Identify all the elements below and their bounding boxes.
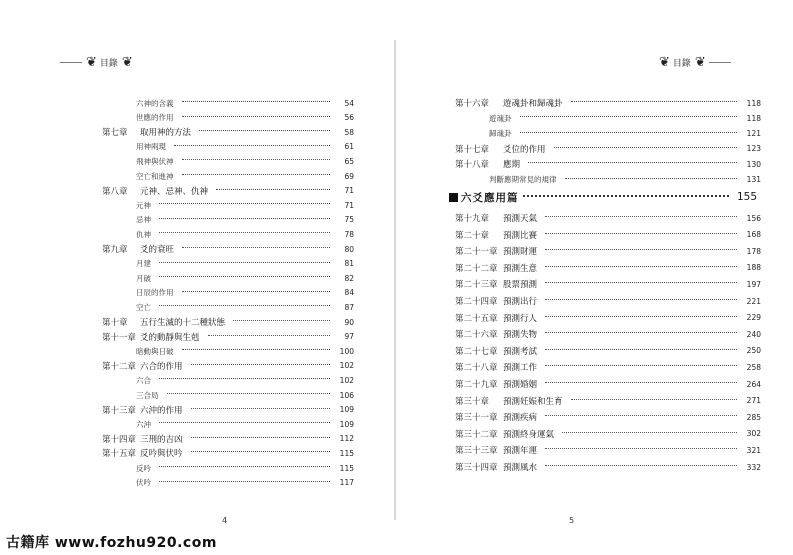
entry-title: 三刑的吉凶	[140, 434, 183, 445]
leader-dots	[520, 116, 738, 117]
left-page-number: 4	[222, 516, 228, 525]
leader-dots	[191, 364, 330, 365]
toc-entry	[102, 213, 354, 227]
chapter-number: 第二十八章	[455, 363, 498, 374]
chapter-number: 第二十二章	[455, 263, 498, 274]
toc-entry	[455, 394, 761, 408]
chapter-number: 第十四章	[102, 434, 137, 445]
toc-entry	[102, 476, 354, 490]
chapter-number: 第八章	[102, 186, 128, 197]
leader-dots	[159, 232, 330, 233]
entry-title: 六沖	[136, 419, 151, 429]
entry-title: 爻的衰旺	[140, 245, 175, 255]
leader-dots	[182, 159, 331, 160]
page-number: 321	[746, 445, 761, 455]
page-number: 102	[339, 361, 354, 371]
leader-dots	[545, 316, 737, 317]
leader-dots	[545, 448, 737, 449]
entry-title: 六合的作用	[140, 361, 183, 372]
leader-dots	[182, 291, 331, 292]
entry-title: 預測財運	[503, 247, 538, 258]
page-number: 65	[344, 156, 354, 166]
page-number: 115	[339, 448, 354, 458]
page-number: 90	[344, 317, 354, 327]
page-number: 102	[339, 375, 354, 385]
page-number: 97	[344, 332, 354, 342]
leader-dots	[528, 162, 737, 163]
page-number: 109	[339, 405, 354, 415]
entry-title: 用神兩現	[136, 142, 166, 152]
leader-dots	[159, 218, 330, 219]
entry-title: 遊魂卦和歸魂卦	[503, 99, 563, 109]
page-number: 250	[746, 346, 761, 356]
leader-dots	[191, 437, 330, 438]
leader-dots	[571, 399, 737, 400]
toc-entry	[455, 344, 761, 358]
page-number: 197	[746, 279, 761, 289]
page-number: 56	[344, 113, 354, 123]
toc-entry	[102, 417, 354, 431]
page-number: 123	[746, 144, 761, 154]
page-number: 58	[344, 127, 354, 137]
left-header-title: 目錄	[99, 59, 118, 69]
page-number: 117	[339, 478, 354, 488]
entry-title: 反吟與伏吟	[140, 449, 183, 460]
page-number: 109	[339, 419, 354, 429]
entry-title: 預測失物	[503, 330, 538, 341]
toc-entry	[102, 96, 354, 110]
leader-dots	[216, 189, 330, 190]
toc-entry	[102, 461, 354, 475]
toc-entry	[455, 277, 761, 291]
chapter-number: 第十五章	[102, 449, 137, 460]
section-heading	[449, 189, 757, 205]
chapter-number: 第二十一章	[455, 247, 498, 258]
page-number: 78	[344, 229, 354, 239]
right-page-number: 5	[569, 516, 575, 525]
leader-dots	[520, 132, 738, 133]
entry-title: 預測妊娠和生育	[503, 396, 563, 407]
entry-title: 飛神與伏神	[136, 156, 174, 166]
page-number: 54	[344, 98, 354, 108]
page-number: 118	[746, 98, 761, 108]
chapter-number: 第十九章	[455, 214, 490, 224]
leader-dots	[523, 195, 729, 197]
chapter-number: 第二十九章	[455, 380, 498, 390]
scroll-ornament-icon: ❦	[659, 55, 669, 70]
entry-title: 仇神	[136, 229, 151, 239]
leader-dots	[545, 382, 737, 383]
toc-entry	[102, 271, 354, 285]
chapter-number: 第二十四章	[455, 297, 498, 307]
toc-entry	[102, 432, 354, 446]
leader-dots	[182, 247, 330, 248]
chapter-number: 第十三章	[102, 405, 137, 416]
chapter-number: 第三十章	[455, 396, 490, 407]
toc-entry	[102, 242, 354, 256]
page-number: 87	[344, 302, 354, 312]
leader-dots	[159, 305, 330, 306]
entry-title: 預測出行	[503, 297, 538, 307]
entry-title: 判斷應期常見的規律	[489, 175, 557, 184]
page-number: 81	[344, 259, 354, 269]
toc-entry	[455, 460, 761, 474]
toc-entry	[455, 294, 761, 308]
chapter-number: 第三十三章	[455, 446, 498, 457]
black-square-icon	[449, 193, 458, 202]
toc-entry	[102, 227, 354, 241]
toc-entry	[455, 427, 761, 441]
page-number: 332	[746, 462, 761, 472]
toc-entry	[455, 311, 761, 325]
entry-title: 月建	[136, 259, 151, 269]
toc-entry	[102, 330, 354, 344]
leader-dots	[167, 393, 331, 394]
entry-title: 世應的作用	[136, 113, 174, 123]
leader-dots	[159, 378, 330, 379]
page-number: 71	[344, 186, 354, 196]
page-number: 131	[746, 175, 761, 184]
entry-title: 六沖的作用	[140, 405, 183, 416]
chapter-number: 第十七章	[455, 144, 490, 155]
toc-entry	[102, 344, 354, 358]
toc-entry	[455, 96, 761, 110]
scroll-ornament-icon: ❦	[121, 55, 132, 70]
toc-entry	[102, 184, 354, 198]
page-number: 130	[746, 159, 761, 169]
section-page: 155	[736, 191, 757, 203]
toc-entry	[455, 327, 761, 341]
entry-title: 空亡	[136, 302, 151, 312]
toc-entry	[102, 446, 354, 460]
leader-dots	[545, 332, 737, 333]
toc-entry	[102, 388, 354, 402]
toc-entry	[102, 373, 354, 387]
page-number: 264	[746, 379, 761, 389]
chapter-number: 第二十五章	[455, 313, 498, 324]
entry-title: 空亡和進神	[136, 171, 174, 181]
page-number: 302	[746, 429, 761, 439]
leader-dots	[545, 282, 737, 283]
entry-title: 預測疾病	[503, 413, 538, 424]
entry-title: 三合局	[136, 390, 159, 400]
toc-entry	[455, 142, 761, 156]
toc-entry	[102, 154, 354, 168]
leader-dots	[159, 422, 330, 423]
entry-title: 預測行人	[503, 313, 538, 324]
chapter-number: 第三十四章	[455, 463, 498, 473]
page-number: 112	[339, 434, 354, 444]
toc-entry	[455, 173, 761, 187]
left-page	[0, 0, 396, 555]
toc-entry	[455, 360, 761, 374]
chapter-number: 第三十一章	[455, 413, 498, 424]
toc-entry	[455, 244, 761, 258]
entry-title: 歸魂卦	[489, 129, 512, 139]
leader-dots	[208, 335, 330, 336]
scroll-ornament-icon: ❦	[86, 55, 96, 70]
page-number: 82	[344, 273, 354, 283]
entry-title: 應期	[503, 160, 521, 171]
entry-title: 元神、忌神、仇神	[140, 186, 209, 197]
toc-entry	[102, 169, 354, 183]
entry-title: 遊魂卦	[489, 113, 512, 123]
toc-entry	[102, 403, 354, 417]
entry-title: 預測考試	[503, 346, 538, 357]
page-number: 69	[344, 171, 354, 181]
toc-entry	[102, 257, 354, 271]
toc-entry	[455, 228, 761, 242]
page-number: 121	[746, 129, 761, 139]
toc-entry	[102, 359, 354, 373]
entry-title: 伏吟	[136, 478, 151, 488]
header-rule	[709, 62, 731, 63]
leader-dots	[571, 101, 737, 102]
chapter-number: 第二十章	[455, 230, 490, 241]
chapter-number: 第十八章	[455, 160, 490, 171]
leader-dots	[545, 233, 737, 234]
entry-title: 預測比賽	[503, 230, 538, 241]
page-number: 285	[746, 412, 761, 422]
chapter-number: 第二十七章	[455, 346, 498, 357]
entry-title: 預測終身運氣	[503, 429, 555, 440]
toc-entry	[455, 410, 761, 424]
leader-dots	[545, 249, 737, 250]
entry-title: 股票預測	[503, 280, 538, 291]
toc-entry	[102, 198, 354, 212]
section-title: 六爻應用篇	[461, 191, 519, 204]
chapter-number: 第七章	[102, 128, 128, 139]
leader-dots	[159, 203, 330, 204]
toc-entry	[102, 286, 354, 300]
right-header-title: 目錄	[672, 59, 691, 69]
page-number: 115	[339, 463, 354, 473]
toc-entry	[455, 443, 761, 457]
toc-entry	[455, 377, 761, 391]
leader-dots	[182, 174, 331, 175]
page-number: 118	[746, 113, 761, 123]
entry-title: 爻位的作用	[503, 144, 546, 155]
toc-entry	[455, 111, 761, 125]
leader-dots	[545, 415, 737, 416]
page-number: 156	[746, 213, 761, 223]
leader-dots	[159, 466, 330, 467]
chapter-number: 第十章	[102, 318, 128, 328]
leader-dots	[182, 349, 331, 350]
page-number: 271	[746, 396, 761, 406]
entry-title: 元神	[136, 200, 151, 210]
leader-dots	[191, 451, 330, 452]
entry-title: 月破	[136, 273, 151, 283]
entry-title: 忌神	[136, 215, 151, 225]
leader-dots	[159, 276, 330, 277]
leader-dots	[545, 299, 737, 300]
entry-title: 六神的含義	[136, 98, 174, 108]
chapter-number: 第九章	[102, 245, 128, 255]
entry-title: 預測生意	[503, 263, 538, 274]
leader-dots	[545, 349, 737, 350]
toc-entry	[455, 127, 761, 141]
right-header	[659, 55, 731, 70]
page-number: 106	[339, 390, 354, 400]
chapter-number: 第三十二章	[455, 429, 498, 440]
page-number: 178	[746, 246, 761, 256]
entry-title: 預測天氣	[503, 214, 538, 224]
leader-dots	[545, 365, 737, 366]
entry-title: 暗動與日破	[136, 346, 174, 356]
entry-title: 六合	[136, 375, 151, 385]
leader-dots	[191, 408, 330, 409]
leader-dots	[562, 432, 737, 433]
page-number: 229	[746, 313, 761, 323]
page-number: 100	[339, 346, 354, 356]
page-number: 61	[344, 142, 354, 152]
page-number: 71	[344, 200, 354, 210]
toc-entry	[102, 125, 354, 139]
entry-title: 五行生滅的十二種狀態	[140, 318, 226, 328]
entry-title: 預測風水	[503, 463, 538, 473]
page-number: 168	[746, 230, 761, 240]
chapter-number: 第十六章	[455, 99, 490, 109]
leader-dots	[545, 216, 737, 217]
page-number: 221	[746, 296, 761, 306]
entry-title: 取用神的方法	[140, 128, 192, 139]
toc-entry	[102, 140, 354, 154]
toc-entry	[102, 111, 354, 125]
leader-dots	[554, 147, 737, 148]
leader-dots	[199, 130, 330, 131]
right-page	[397, 0, 793, 555]
entry-title: 預測年運	[503, 446, 538, 457]
page-number: 80	[344, 244, 354, 254]
header-rule	[60, 62, 82, 63]
chapter-number: 第二十三章	[455, 280, 498, 291]
leader-dots	[233, 320, 330, 321]
page-number: 240	[746, 329, 761, 339]
toc-entry	[455, 157, 761, 171]
scroll-ornament-icon: ❦	[694, 55, 705, 70]
leader-dots	[182, 101, 331, 102]
leader-dots	[159, 481, 330, 482]
leader-dots	[159, 262, 330, 263]
page-number: 258	[746, 362, 761, 372]
leader-dots	[545, 465, 737, 466]
page-number: 188	[746, 263, 761, 273]
toc-entry	[455, 211, 761, 225]
entry-title: 預測工作	[503, 363, 538, 374]
entry-title: 日辰的作用	[136, 288, 174, 298]
leader-dots	[565, 178, 738, 179]
leader-dots	[174, 145, 330, 146]
watermark-footer: 古籍库 www.fozhu920.com	[6, 535, 217, 551]
page-number: 75	[344, 215, 354, 225]
left-header	[60, 55, 132, 70]
page-number: 84	[344, 288, 354, 298]
chapter-number: 第十一章	[102, 332, 137, 343]
leader-dots	[182, 116, 331, 117]
entry-title: 預測婚姻	[503, 380, 538, 390]
chapter-number: 第十二章	[102, 361, 137, 372]
toc-entry	[102, 315, 354, 329]
toc-entry	[455, 261, 761, 275]
entry-title: 爻的動靜與生剋	[140, 332, 200, 343]
toc-entry	[102, 300, 354, 314]
leader-dots	[545, 266, 737, 267]
entry-title: 反吟	[136, 463, 151, 473]
chapter-number: 第二十六章	[455, 330, 498, 341]
